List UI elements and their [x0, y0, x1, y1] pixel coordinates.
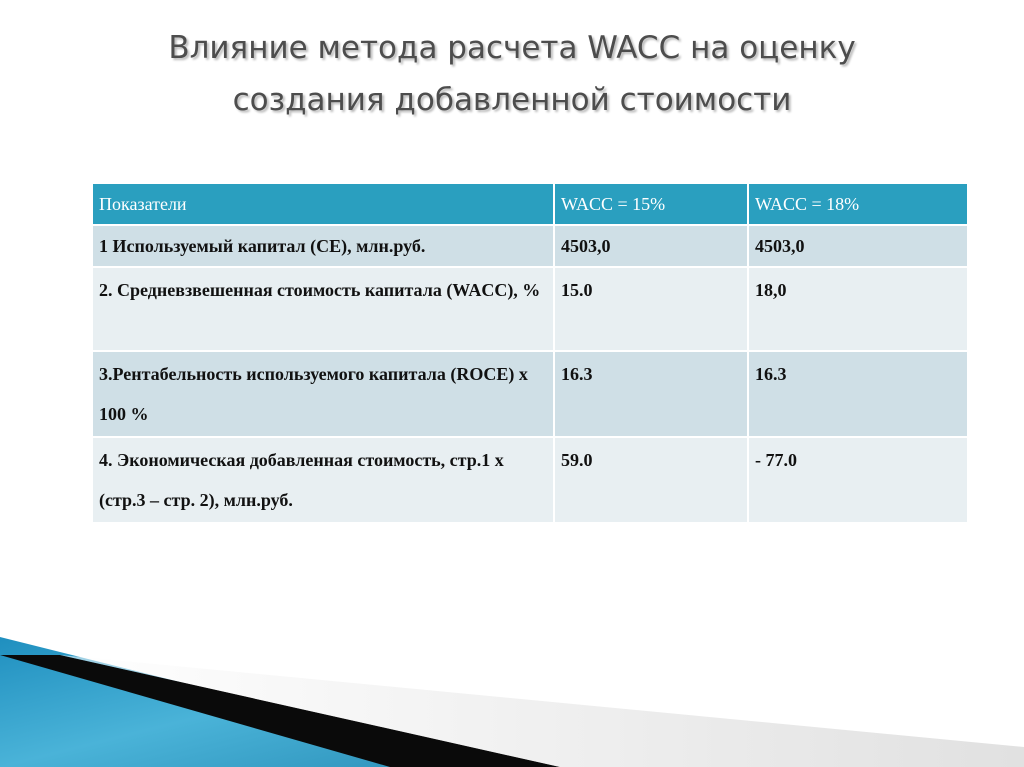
slide-title-line-1: Влияние метода расчета WACC на оценку — [168, 30, 856, 66]
row-label: 4. Экономическая добавленная стоимость, стр.1 х (стр.3 – стр. 2), млн.руб. — [92, 437, 554, 523]
cell-wacc-15: 4503,0 — [554, 225, 748, 267]
row-label: 2. Средневзвешенная стоимость капитала (WACC), % — [92, 267, 554, 351]
cell-wacc-18: 16.3 — [748, 351, 968, 437]
table-row — [92, 267, 968, 351]
header-wacc-18: WACC = 18% — [748, 183, 968, 225]
row-label: 1 Используемый капитал (CE), млн.руб. — [92, 225, 554, 267]
cell-wacc-18: 18,0 — [748, 267, 968, 351]
header-wacc-15: WACC = 15% — [554, 183, 748, 225]
decorative-corner-stripe — [0, 637, 1024, 767]
cell-wacc-15: 16.3 — [554, 351, 748, 437]
slide-title-line-2: создания добавленной стоимости — [232, 82, 792, 118]
row-label: 3.Рентабельность используемого капитала (ROCE) х 100 % — [92, 351, 554, 437]
table-header-row — [92, 183, 968, 225]
table-row — [92, 351, 968, 437]
wacc-table — [91, 182, 969, 524]
header-indicators: Показатели — [92, 183, 554, 225]
cell-wacc-15: 15.0 — [554, 267, 748, 351]
cell-wacc-18: - 77.0 — [748, 437, 968, 523]
cell-wacc-18: 4503,0 — [748, 225, 968, 267]
cell-wacc-15: 59.0 — [554, 437, 748, 523]
table-row — [92, 225, 968, 267]
slide-title — [0, 22, 1024, 126]
table-row — [92, 437, 968, 523]
